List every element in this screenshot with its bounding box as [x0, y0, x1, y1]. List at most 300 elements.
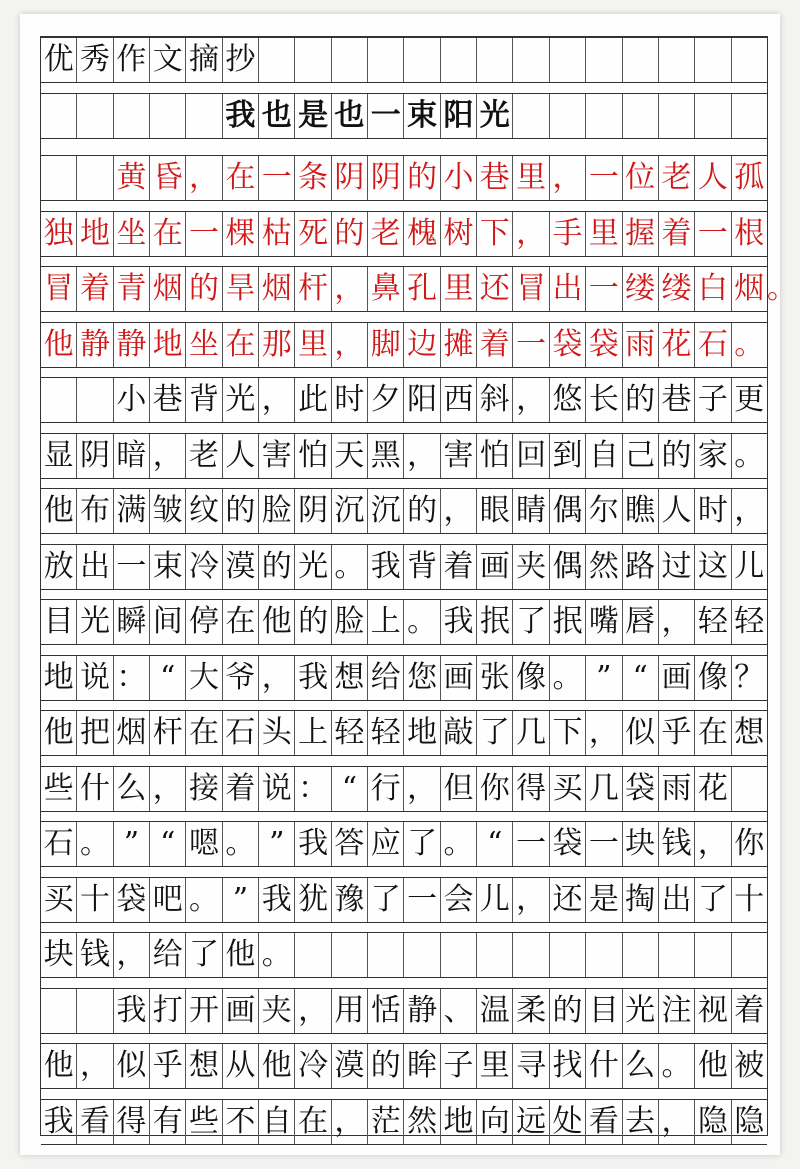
- grid-cell: 一: [404, 878, 440, 922]
- grid-cell: 人: [659, 489, 695, 533]
- grid-cell: ”: [114, 822, 150, 866]
- grid-cell: 一: [513, 323, 549, 367]
- grid-cell: [586, 38, 622, 82]
- grid-cell: 着: [441, 545, 477, 589]
- grid-cell: 暗: [114, 434, 150, 478]
- grid-cell: 一: [513, 822, 549, 866]
- grid-cell: 阴: [295, 489, 331, 533]
- grid-cell: 冷: [295, 1044, 331, 1088]
- grid-cell: 孔: [404, 267, 440, 311]
- grid-cell: 纹: [186, 489, 222, 533]
- grid-cell: 尔: [586, 489, 622, 533]
- text-line: [41, 1043, 767, 1089]
- grid-cell: 的: [623, 378, 659, 422]
- grid-cell: 到: [550, 434, 586, 478]
- grid-cell: 一: [695, 212, 731, 256]
- grid-cell: 眼: [477, 489, 513, 533]
- grid-cell: [623, 94, 659, 138]
- grid-cell: 向: [477, 1100, 513, 1144]
- grid-cell: 间: [150, 600, 186, 644]
- grid-cell: 吧: [150, 878, 186, 922]
- grid-cell: 说: [77, 656, 113, 700]
- grid-cell: 秀: [77, 38, 113, 82]
- grid-cell: 乎: [659, 711, 695, 755]
- grid-cell: [368, 38, 404, 82]
- grid-cell: 在: [695, 711, 731, 755]
- grid-cell: 天: [332, 434, 368, 478]
- grid-cell: 烟 。: [734, 271, 797, 306]
- grid-cell: 。: [404, 600, 440, 644]
- grid-cell: [550, 38, 586, 82]
- grid-cell: 目: [586, 989, 622, 1033]
- grid-cell: 看: [586, 1100, 622, 1144]
- grid-cell: 夹: [259, 989, 295, 1033]
- grid-cell: 冒: [513, 267, 549, 311]
- grid-cell: 里: [586, 212, 622, 256]
- grid-cell: ，: [332, 267, 368, 311]
- grid-cell: [295, 38, 331, 82]
- grid-cell: ，: [513, 878, 549, 922]
- grid-cell: 会: [441, 878, 477, 922]
- grid-cell: 有: [150, 1100, 186, 1144]
- grid-cell: 什: [586, 1044, 622, 1088]
- grid-cell: 了: [404, 822, 440, 866]
- grid-cell: 枯: [259, 212, 295, 256]
- grid-cell: 夹: [513, 545, 549, 589]
- grid-cell: [732, 38, 767, 82]
- grid-cell: 袋: [550, 822, 586, 866]
- grid-cell: 寻: [513, 1044, 549, 1088]
- grid-cell: 光: [623, 989, 659, 1033]
- grid-cell: 子: [695, 378, 731, 422]
- grid-cell: [259, 38, 295, 82]
- text-line: [41, 266, 797, 312]
- grid-cell: 打: [150, 989, 186, 1033]
- grid-cell: 沉: [368, 489, 404, 533]
- grid-cell: 漠: [223, 545, 259, 589]
- grid-cell: 地: [441, 1100, 477, 1144]
- grid-cell: 一: [586, 822, 622, 866]
- grid-cell: 背: [404, 545, 440, 589]
- grid-cell: 手: [550, 212, 586, 256]
- grid-cell: [695, 933, 731, 977]
- grid-cell: 漠: [332, 1044, 368, 1088]
- grid-cell: 不: [223, 1100, 259, 1144]
- essay-title: [41, 93, 767, 139]
- grid-cell: 但: [441, 767, 477, 811]
- grid-cell: 了: [477, 711, 513, 755]
- grid-cell: 黄: [114, 156, 150, 200]
- grid-cell: 还: [477, 267, 513, 311]
- grid-cell: 从: [223, 1044, 259, 1088]
- grid-cell: 他: [41, 323, 77, 367]
- grid-cell: 人: [223, 434, 259, 478]
- grid-cell: 老: [368, 212, 404, 256]
- grid-cell: 瞬: [114, 600, 150, 644]
- grid-cell: 黑: [368, 434, 404, 478]
- grid-cell: 应: [368, 822, 404, 866]
- grid-cell: 花: [695, 767, 731, 811]
- grid-cell: 怕: [295, 434, 331, 478]
- grid-cell: 文: [150, 38, 186, 82]
- grid-cell: 光: [223, 378, 259, 422]
- grid-cell: 的: [368, 1044, 404, 1088]
- grid-cell: 旱: [223, 267, 259, 311]
- grid-cell: 悠: [550, 378, 586, 422]
- grid-cell: 。: [186, 878, 222, 922]
- grid-cell: 的: [659, 434, 695, 478]
- grid-cell: 停: [186, 600, 222, 644]
- grid-cell: [513, 933, 549, 977]
- grid-cell: [441, 933, 477, 977]
- grid-cell: “: [150, 822, 186, 866]
- grid-cell: 买: [550, 767, 586, 811]
- grid-cell: [586, 933, 622, 977]
- grid-cell: [186, 94, 222, 138]
- grid-cell: 些: [186, 1100, 222, 1144]
- grid-cell: 杆: [150, 711, 186, 755]
- grid-cell: 冒: [41, 267, 77, 311]
- grid-cell: 满: [114, 489, 150, 533]
- grid-cell: 阴: [77, 434, 113, 478]
- grid-cell: 他: [223, 933, 259, 977]
- grid-cell: 光: [295, 545, 331, 589]
- grid-cell: 的: [332, 212, 368, 256]
- grid-cell: 钱: [77, 933, 113, 977]
- grid-cell: [41, 989, 77, 1033]
- grid-cell: 位: [623, 156, 659, 200]
- grid-cell: 出: [550, 267, 586, 311]
- grid-cell: [41, 156, 77, 200]
- grid-cell: 优: [41, 38, 77, 82]
- grid-cell: [550, 94, 586, 138]
- grid-cell: 轻: [695, 600, 731, 644]
- grid-cell: 光: [77, 600, 113, 644]
- grid-cell: 己: [623, 434, 659, 478]
- grid-cell: 死: [295, 212, 331, 256]
- grid-cell: 他: [41, 711, 77, 755]
- grid-cell: 温: [477, 989, 513, 1033]
- grid-cell: 我: [114, 989, 150, 1033]
- grid-cell: 豫: [332, 878, 368, 922]
- grid-cell: 缕: [659, 267, 695, 311]
- grid-cell: 上: [295, 711, 331, 755]
- grid-cell: 斜: [477, 378, 513, 422]
- grid-cell: 了: [513, 600, 549, 644]
- grid-cell: 找: [550, 1044, 586, 1088]
- grid-cell: 一: [586, 267, 622, 311]
- grid-cell: 烟: [150, 267, 186, 311]
- grid-cell: 想: [332, 656, 368, 700]
- grid-cell: 雨: [623, 323, 659, 367]
- grid-cell: 头: [259, 711, 295, 755]
- grid-cell: ，: [734, 493, 765, 528]
- grid-cell: ，: [259, 656, 295, 700]
- grid-cell: [477, 38, 513, 82]
- grid-cell: 布: [77, 489, 113, 533]
- grid-cell: 下: [477, 212, 513, 256]
- grid-cell: 他: [695, 1044, 731, 1088]
- grid-cell: 一: [186, 212, 222, 256]
- grid-cell: 显: [41, 434, 77, 478]
- grid-cell: 他: [259, 1044, 295, 1088]
- grid-cell: [404, 933, 440, 977]
- grid-cell: 。: [441, 822, 477, 866]
- grid-cell: 此: [295, 378, 331, 422]
- grid-cell: 回: [513, 434, 549, 478]
- grid-cell: 在: [150, 212, 186, 256]
- grid-cell: 一: [259, 156, 295, 200]
- grid-cell: 瞧: [623, 489, 659, 533]
- grid-cell: 行: [368, 767, 404, 811]
- grid-cell: 在: [223, 156, 259, 200]
- grid-cell: 地: [41, 656, 77, 700]
- grid-cell: 石: [695, 323, 731, 367]
- grid-cell: 。: [77, 822, 113, 866]
- grid-cell: 恬: [368, 989, 404, 1033]
- grid-cell: 的: [223, 489, 259, 533]
- grid-cell: 。: [550, 656, 586, 700]
- grid-cell: ，: [150, 434, 186, 478]
- grid-cell: ，: [77, 1044, 113, 1088]
- grid-cell: 放: [41, 545, 77, 589]
- grid-cell: 。: [223, 822, 259, 866]
- grid-cell: 子: [441, 1044, 477, 1088]
- grid-cell: 里: [295, 323, 331, 367]
- grid-cell: 爷: [223, 656, 259, 700]
- grid-cell: 老: [186, 434, 222, 478]
- grid-cell: 了: [186, 933, 222, 977]
- grid-cell: 大: [186, 656, 222, 700]
- grid-cell: ”: [586, 656, 622, 700]
- grid-cell: [150, 94, 186, 138]
- grid-cell: 夕: [368, 378, 404, 422]
- grid-cell: 在: [223, 323, 259, 367]
- grid-cell: 一: [586, 156, 622, 200]
- grid-cell: 得: [114, 1100, 150, 1144]
- grid-cell: [332, 38, 368, 82]
- grid-cell: 目: [41, 600, 77, 644]
- grid-cell: 害: [441, 434, 477, 478]
- grid-cell: 静: [114, 323, 150, 367]
- grid-cell: 块: [41, 933, 77, 977]
- grid-cell: 轻: [734, 604, 765, 639]
- grid-cell: 什: [77, 767, 113, 811]
- grid-cell: [659, 94, 695, 138]
- grid-cell: 阳: [404, 378, 440, 422]
- grid-cell: 给: [368, 656, 404, 700]
- grid-cell: 烟: [114, 711, 150, 755]
- grid-cell: 敲: [441, 711, 477, 755]
- grid-cell: 买: [41, 878, 77, 922]
- text-line: [41, 599, 767, 645]
- grid-cell: 抄: [223, 38, 259, 82]
- grid-cell: 小: [441, 156, 477, 200]
- grid-cell: 的: [550, 989, 586, 1033]
- grid-cell: 睛: [513, 489, 549, 533]
- grid-cell: 儿: [734, 548, 765, 584]
- grid-cell: ：: [295, 767, 331, 811]
- grid-cell: 握: [623, 212, 659, 256]
- grid-cell: ，: [659, 1100, 695, 1144]
- grid-cell: [114, 94, 150, 138]
- grid-cell: 说: [259, 767, 295, 811]
- grid-cell: 花: [659, 323, 695, 367]
- grid-cell: 杆: [295, 267, 331, 311]
- grid-cell: 自: [259, 1100, 295, 1144]
- grid-cell: 抿: [477, 600, 513, 644]
- grid-cell: 的: [404, 156, 440, 200]
- grid-cell: ”: [223, 878, 259, 922]
- grid-cell: 也: [332, 94, 368, 138]
- grid-cell: 也: [259, 94, 295, 138]
- grid-cell: [513, 94, 549, 138]
- grid-cell: 阳: [441, 94, 477, 138]
- grid-cell: 人: [695, 156, 731, 200]
- text-line: [41, 377, 767, 423]
- grid-cell: 嘴: [586, 600, 622, 644]
- grid-cell: 隐: [734, 1103, 765, 1139]
- grid-cell: 独: [41, 212, 77, 256]
- grid-cell: “: [150, 656, 186, 700]
- grid-cell: 袋: [550, 323, 586, 367]
- text-line: [41, 544, 767, 590]
- header-row: [41, 37, 767, 83]
- grid-cell: 昏: [150, 156, 186, 200]
- grid-cell: 他: [41, 489, 77, 533]
- grid-cell: 在: [295, 1100, 331, 1144]
- grid-cell: ，: [295, 989, 331, 1033]
- grid-cell: 。: [734, 437, 765, 473]
- grid-cell: 的: [259, 545, 295, 589]
- grid-cell: 然: [404, 1100, 440, 1144]
- grid-cell: “: [332, 767, 368, 811]
- grid-cell: 孤: [734, 160, 765, 195]
- grid-cell: ，: [404, 767, 440, 811]
- grid-cell: 一: [368, 94, 404, 138]
- grid-cell: 条: [295, 156, 331, 200]
- grid-cell: 一: [114, 545, 150, 589]
- grid-cell: 想: [734, 715, 765, 750]
- grid-cell: [513, 38, 549, 82]
- grid-cell: 画: [441, 656, 477, 700]
- grid-cell: 还: [550, 878, 586, 922]
- text-line: [41, 932, 767, 978]
- grid-cell: 沉: [332, 489, 368, 533]
- grid-cell: 些: [41, 767, 77, 811]
- grid-cell: 得: [513, 767, 549, 811]
- grid-cell: 想: [186, 1044, 222, 1088]
- grid-cell: [404, 38, 440, 82]
- grid-cell: 像: [513, 656, 549, 700]
- grid-cell: 里: [513, 156, 549, 200]
- grid-cell: 怕: [477, 434, 513, 478]
- grid-cell: 十: [734, 881, 765, 917]
- grid-cell: 乎: [150, 1044, 186, 1088]
- grid-cell: 他: [259, 600, 295, 644]
- grid-cell: 脸: [332, 600, 368, 644]
- grid-cell: 这: [695, 545, 731, 589]
- grid-cell: 鼻: [368, 267, 404, 311]
- grid-cell: [550, 933, 586, 977]
- grid-cell: 儿: [477, 878, 513, 922]
- grid-cell: 着: [659, 212, 695, 256]
- grid-cell: 地: [150, 323, 186, 367]
- grid-cell: 是: [586, 878, 622, 922]
- grid-cell: 里: [477, 1044, 513, 1088]
- grid-cell: 偶: [550, 545, 586, 589]
- grid-cell: 背: [186, 378, 222, 422]
- grid-cell: [77, 156, 113, 200]
- grid-cell: 雨: [659, 767, 695, 811]
- grid-cell: [732, 933, 767, 977]
- grid-cell: 注: [659, 989, 695, 1033]
- grid-cell: 。: [259, 933, 295, 977]
- composition-grid: [40, 36, 797, 1139]
- grid-cell: 、: [441, 989, 477, 1033]
- grid-cell: [477, 933, 513, 977]
- grid-cell: 阴: [368, 156, 404, 200]
- grid-cell: 柔: [513, 989, 549, 1033]
- grid-cell: 你: [734, 826, 765, 861]
- text-line: [41, 322, 767, 368]
- grid-cell: 把: [77, 711, 113, 755]
- grid-cell: [695, 38, 731, 82]
- grid-cell: 了: [368, 878, 404, 922]
- paper-sheet: [20, 14, 797, 1155]
- grid-cell: ，: [513, 378, 549, 422]
- grid-cell: ，: [332, 323, 368, 367]
- grid-cell: 着: [223, 767, 259, 811]
- grid-cell: ，: [586, 711, 622, 755]
- grid-cell: 在: [186, 711, 222, 755]
- grid-cell: 害: [259, 434, 295, 478]
- text-line: [41, 766, 767, 812]
- grid-cell: 么: [623, 1044, 659, 1088]
- grid-cell: 里: [441, 267, 477, 311]
- grid-cell: ，: [404, 434, 440, 478]
- grid-cell: 画: [659, 656, 695, 700]
- overflow-punctuation: 。: [766, 271, 797, 306]
- grid-cell: 你: [477, 767, 513, 811]
- grid-cell: 老: [659, 156, 695, 200]
- grid-cell: 然: [586, 545, 622, 589]
- grid-cell: 缕: [623, 267, 659, 311]
- grid-cell: 在: [223, 600, 259, 644]
- grid-cell: 冷: [186, 545, 222, 589]
- grid-cell: 的: [404, 489, 440, 533]
- grid-cell: 皱: [150, 489, 186, 533]
- grid-cell: ？: [734, 659, 765, 695]
- grid-cell: [659, 38, 695, 82]
- grid-cell: ，: [695, 822, 731, 866]
- grid-cell: 唇: [623, 600, 659, 644]
- grid-cell: 我: [368, 545, 404, 589]
- text-line: [41, 211, 767, 257]
- grid-cell: 他: [41, 1044, 77, 1088]
- grid-cell: 上: [368, 600, 404, 644]
- grid-cell: 给: [150, 933, 186, 977]
- grid-cell: 掏: [623, 878, 659, 922]
- grid-cell: 摘: [186, 38, 222, 82]
- grid-cell: 用: [332, 989, 368, 1033]
- grid-cell: 去: [623, 1100, 659, 1144]
- text-line: [41, 655, 767, 701]
- grid-cell: 坐: [114, 212, 150, 256]
- grid-cell: [441, 38, 477, 82]
- grid-cell: [77, 378, 113, 422]
- grid-cell: 路: [623, 545, 659, 589]
